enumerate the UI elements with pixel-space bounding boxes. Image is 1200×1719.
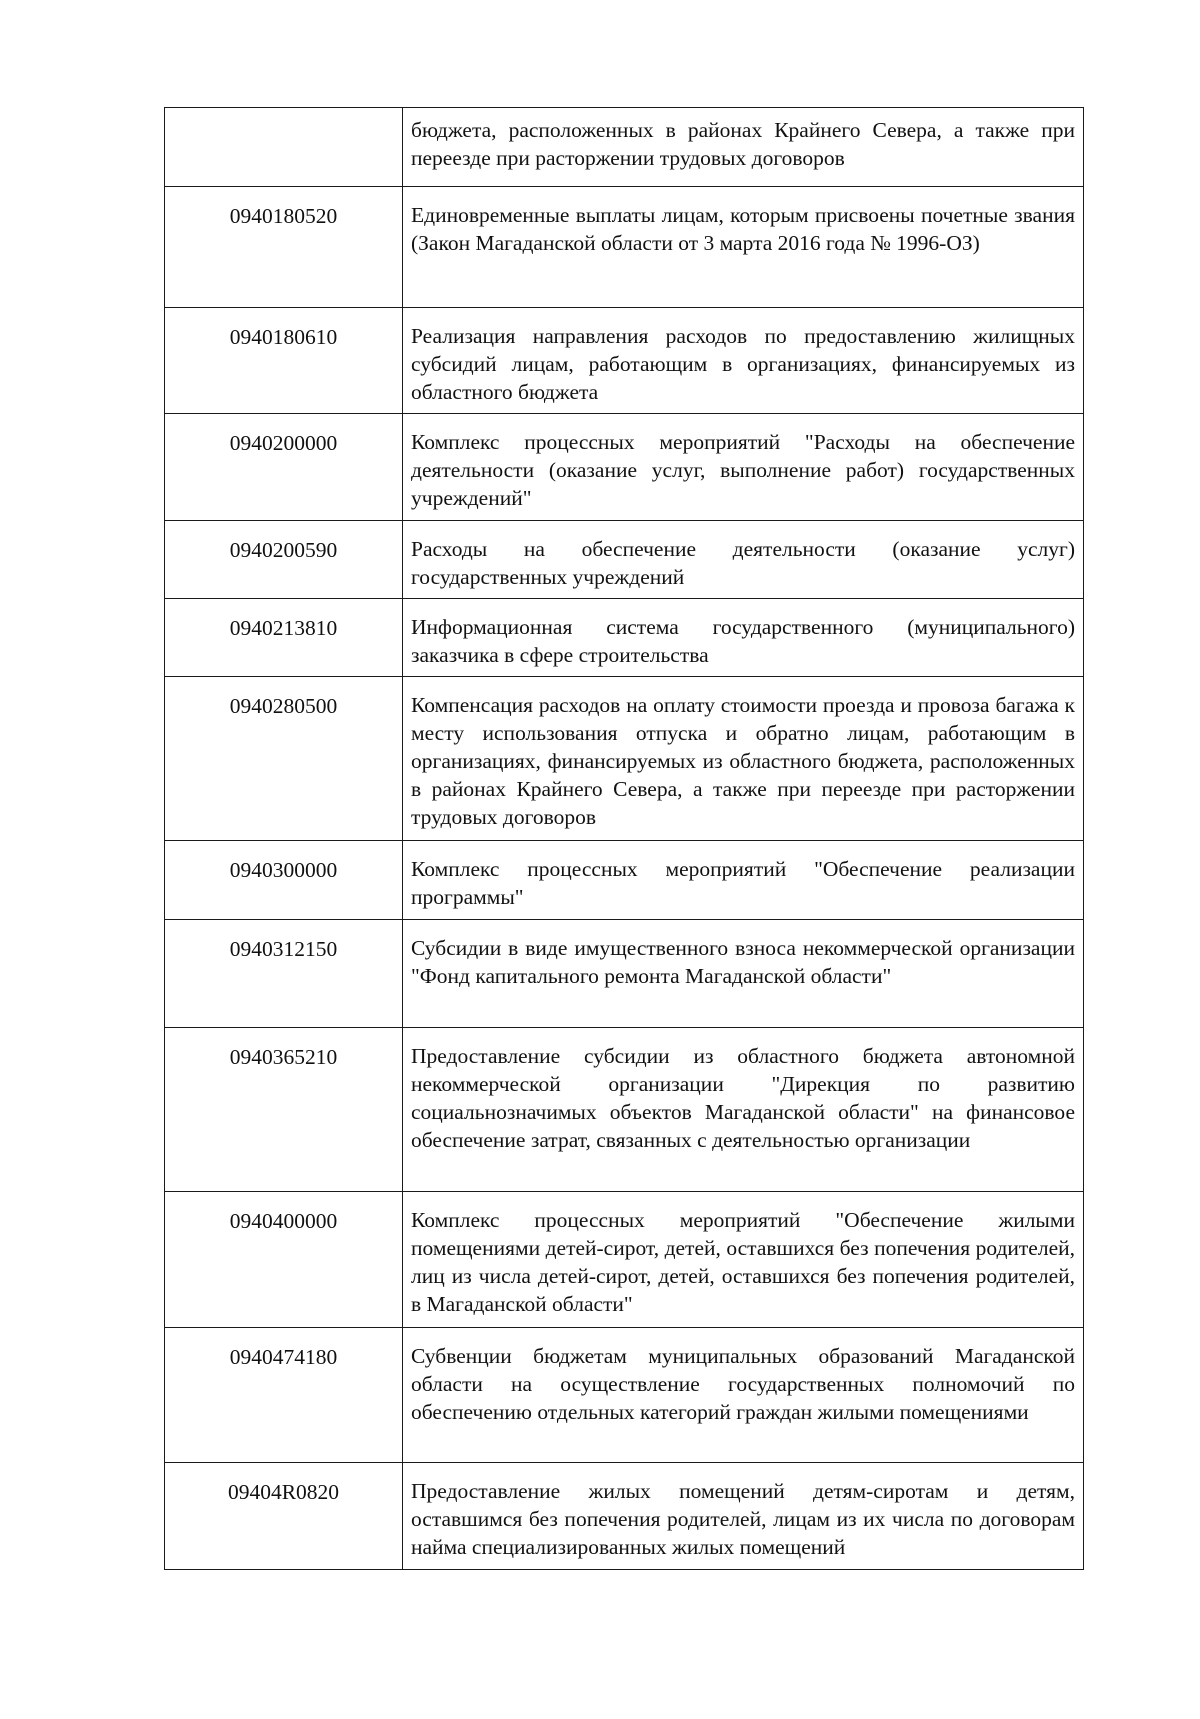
budget-code: 0940365210	[229, 1045, 338, 1069]
description-cell	[403, 521, 1084, 599]
budget-description: Компенсация расходов на оплату стоимости проезда и провоза багажа к месту использования отпуска и обратно лицам, работающим в организациях, финансируемых из областного бюджета, расположенных в районах Крайнего Севера, а также при переезде при расторжении трудовых договоров	[411, 693, 1075, 829]
code-cell	[165, 677, 403, 841]
budget-code: 0940180520	[229, 204, 338, 228]
budget-description: Комплекс процессных мероприятий "Обеспечение реализации программы"	[411, 857, 1075, 909]
table-row	[165, 1192, 1084, 1328]
description-cell	[403, 599, 1084, 677]
code-cell	[165, 841, 403, 920]
table-row	[165, 187, 1084, 308]
table-row	[165, 414, 1084, 521]
budget-code: 0940400000	[229, 1209, 338, 1233]
description-cell	[403, 1192, 1084, 1328]
budget-description: Расходы на обеспечение деятельности (оказание услуг) государственных учреждений	[411, 537, 1075, 589]
description-cell	[403, 920, 1084, 1028]
budget-code: 0940312150	[229, 937, 338, 961]
budget-description: Информационная система государственного (муниципального) заказчика в сфере строительства	[411, 615, 1075, 667]
table-row	[165, 1028, 1084, 1192]
budget-code: 0940213810	[229, 616, 338, 640]
code-cell	[165, 1028, 403, 1192]
budget-description: Предоставление жилых помещений детям-сиротам и детям, оставшимся без попечения родителей, лицам из их числа по договорам найма специализированных жилых помещений	[411, 1479, 1075, 1559]
table-row	[165, 308, 1084, 414]
code-cell	[165, 1192, 403, 1328]
table-row	[165, 677, 1084, 841]
code-cell	[165, 187, 403, 308]
description-cell	[403, 841, 1084, 920]
description-cell	[403, 414, 1084, 521]
table-row	[165, 841, 1084, 920]
code-cell	[165, 1463, 403, 1570]
description-cell	[403, 1028, 1084, 1192]
code-cell	[165, 414, 403, 521]
budget-description: Субвенции бюджетам муниципальных образований Магаданской области на осуществление государственных полномочий по обеспечению отдельных категорий граждан жилыми помещениями	[411, 1344, 1075, 1424]
table-row	[165, 920, 1084, 1028]
code-cell	[165, 599, 403, 677]
budget-code: 0940180610	[229, 325, 338, 349]
code-cell	[165, 1328, 403, 1463]
table-row	[165, 599, 1084, 677]
budget-description: Комплекс процессных мероприятий "Расходы на обеспечение деятельности (оказание услуг, выполнение работ) государственных учреждений"	[411, 430, 1075, 510]
table-row	[165, 521, 1084, 599]
budget-description: Субсидии в виде имущественного взноса некоммерческой организации "Фонд капитального ремонта Магаданской области"	[411, 936, 1075, 988]
budget-description: Предоставление субсидии из областного бюджета автономной некоммерческой организации "Дирекция по развитию социальнозначимых объектов Магаданской области" на финансовое обеспечение затрат, связанных с деятельностью организации	[411, 1044, 1075, 1152]
table-row	[165, 108, 1084, 187]
budget-code: 09404R0820	[227, 1480, 340, 1504]
table-row	[165, 1463, 1084, 1570]
budget-code: 0940300000	[229, 858, 338, 882]
budget-code: 0940200590	[229, 538, 338, 562]
description-cell	[403, 108, 1084, 187]
code-cell	[165, 108, 403, 187]
code-cell	[165, 308, 403, 414]
budget-code: 0940200000	[229, 431, 338, 455]
code-cell	[165, 920, 403, 1028]
description-cell	[403, 1463, 1084, 1570]
budget-description: Реализация направления расходов по предоставлению жилищных субсидий лицам, работающим в организациях, финансируемых из областного бюджета	[411, 324, 1075, 404]
description-cell	[403, 187, 1084, 308]
budget-codes-table	[164, 107, 1084, 1570]
budget-description: Единовременные выплаты лицам, которым присвоены почетные звания (Закон Магаданской области от 3 марта 2016 года № 1996-ОЗ)	[411, 203, 1075, 255]
description-cell	[403, 677, 1084, 841]
description-cell	[403, 1328, 1084, 1463]
budget-code: 0940474180	[229, 1345, 338, 1369]
table-row	[165, 1328, 1084, 1463]
budget-code: 0940280500	[229, 694, 338, 718]
code-cell	[165, 521, 403, 599]
budget-description: Комплекс процессных мероприятий "Обеспечение жилыми помещениями детей-сирот, детей, оставшихся без попечения родителей, лиц из числа детей-сирот, детей, оставшихся без попечения родителей, в Магаданской области"	[411, 1208, 1075, 1316]
description-cell	[403, 308, 1084, 414]
budget-description: бюджета, расположенных в районах Крайнего Севера, а также при переезде при расторжении трудовых договоров	[411, 118, 1075, 170]
